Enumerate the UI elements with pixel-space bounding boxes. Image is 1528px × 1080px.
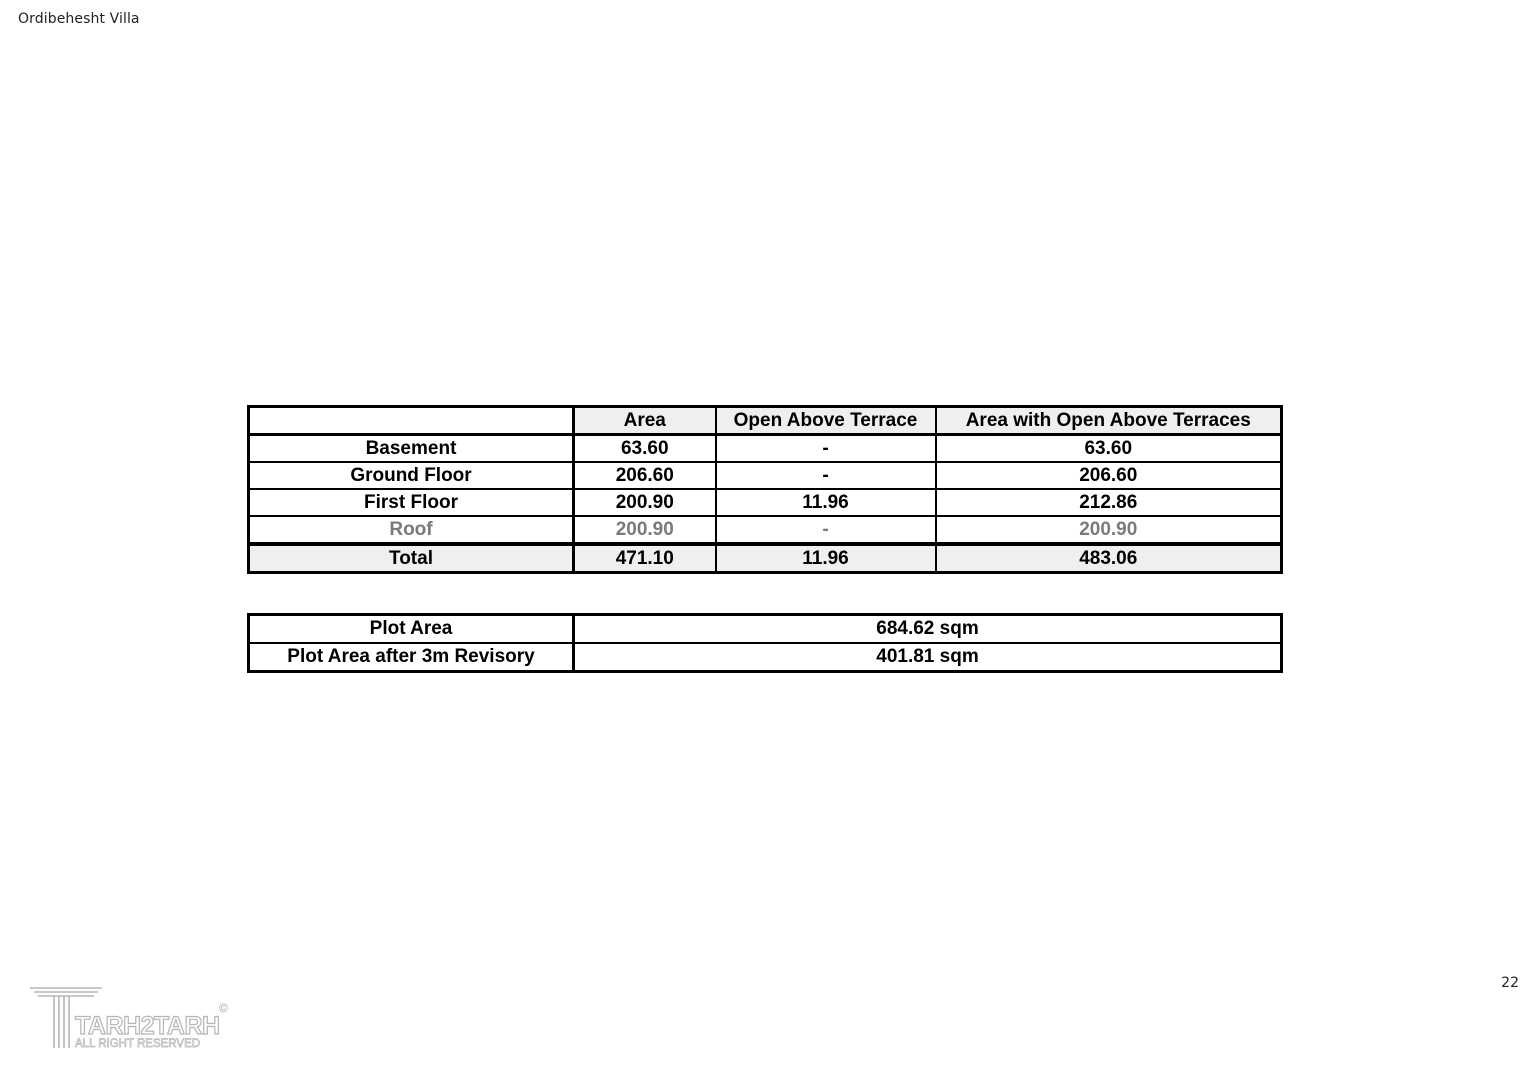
- table-row-basement: [249, 435, 1282, 463]
- document-title: Ordibehesht Villa: [18, 11, 140, 27]
- total-area-value: 471.10: [574, 544, 716, 573]
- row-label: First Floor: [249, 489, 574, 516]
- table-row-total: [249, 544, 1282, 573]
- page-number: 22: [1501, 975, 1519, 991]
- row-label: Basement: [249, 435, 574, 463]
- table-row-ground-floor: [249, 462, 1282, 489]
- total-label: Total: [249, 544, 574, 573]
- table-header-row: [249, 407, 1282, 435]
- area-cell: 63.60: [574, 435, 716, 463]
- row-label: Plot Area after 3m Revisory: [249, 643, 574, 672]
- column-header-area: Area: [574, 407, 716, 435]
- column-header-open-above-terrace: Open Above Terrace: [716, 407, 936, 435]
- row-label: Ground Floor: [249, 462, 574, 489]
- column-header-blank: [249, 407, 574, 435]
- row-label: Roof: [249, 516, 574, 544]
- open-terrace-cell: 11.96: [716, 489, 936, 516]
- open-terrace-cell: -: [716, 435, 936, 463]
- area-table: [247, 405, 1283, 574]
- plot-area-value: 684.62 sqm: [574, 615, 1282, 644]
- area-cell: 206.60: [574, 462, 716, 489]
- total-area-cell: 212.86: [936, 489, 1282, 516]
- tarh2tarh-logo: [28, 985, 238, 1055]
- logo-wordmark: TARH2TARH: [75, 1012, 220, 1040]
- table-row-first-floor: [249, 489, 1282, 516]
- table-row-roof: [249, 516, 1282, 544]
- area-cell: 200.90: [574, 489, 716, 516]
- area-cell: 200.90: [574, 516, 716, 544]
- table-row-plot-area: [249, 615, 1282, 644]
- logo-subtext: ALL RIGHT RESERVED: [75, 1038, 201, 1050]
- total-area-cell: 200.90: [936, 516, 1282, 544]
- plot-area-table: [247, 613, 1283, 673]
- row-label: Plot Area: [249, 615, 574, 644]
- table-row-plot-area-revisory: [249, 643, 1282, 672]
- copyright-icon: ©: [219, 1001, 228, 1015]
- open-terrace-cell: -: [716, 516, 936, 544]
- total-area-cell: 206.60: [936, 462, 1282, 489]
- column-header-area-with-terraces: Area with Open Above Terraces: [936, 407, 1282, 435]
- open-terrace-cell: -: [716, 462, 936, 489]
- total-area-with-terraces-value: 483.06: [936, 544, 1282, 573]
- plot-area-revisory-value: 401.81 sqm: [574, 643, 1282, 672]
- total-open-terrace-value: 11.96: [716, 544, 936, 573]
- total-area-cell: 63.60: [936, 435, 1282, 463]
